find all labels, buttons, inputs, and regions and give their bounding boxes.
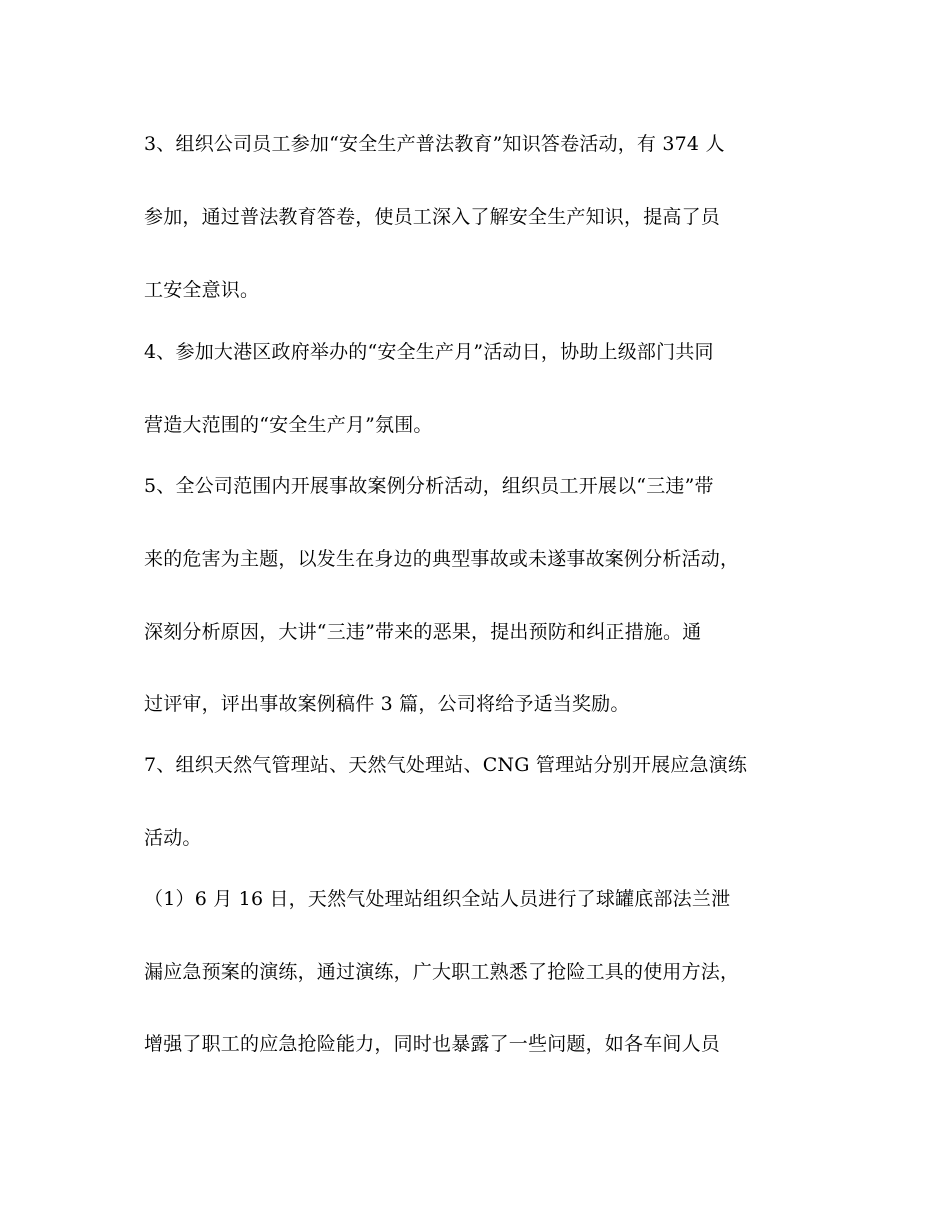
text-line: 深刻分析原因，大讲“三违”带来的恶果，提出预防和纠正措施。通 bbox=[144, 621, 702, 643]
text-line: 参加，通过普法教育答卷，使员工深入了解安全生产知识，提高了员 bbox=[144, 206, 721, 228]
text-line: 增强了职工的应急抢险能力，同时也暴露了一些问题，如各车间人员 bbox=[144, 1033, 721, 1055]
text-line: 4、参加大港区政府举办的“安全生产月”活动日，协助上级部门共同 bbox=[144, 341, 714, 363]
text-line: 7、组织天然气管理站、天然气处理站、CNG 管理站分别开展应急演练 bbox=[144, 754, 748, 776]
text-line: 活动。 bbox=[144, 827, 202, 849]
text-line: 工安全意识。 bbox=[144, 279, 260, 301]
text-line: 过评审，评出事故案例稿件 3 篇，公司将给予适当奖励。 bbox=[144, 693, 630, 715]
text-line: 漏应急预案的演练，通过演练，广大职工熟悉了抢险工具的使用方法， bbox=[144, 961, 740, 983]
text-line: 营造大范围的“安全生产月”氛围。 bbox=[144, 414, 433, 436]
text-line: 来的危害为主题，以发生在身边的典型事故或未遂事故案例分析活动， bbox=[144, 548, 740, 570]
text-line: 3、组织公司员工参加“安全生产普法教育”知识答卷活动，有 374 人 bbox=[144, 133, 725, 155]
text-line: （1）6 月 16 日，天然气处理站组织全站人员进行了球罐底部法兰泄 bbox=[144, 888, 731, 910]
text-line: 5、全公司范围内开展事故案例分析活动，组织员工开展以“三违”带 bbox=[144, 475, 714, 497]
